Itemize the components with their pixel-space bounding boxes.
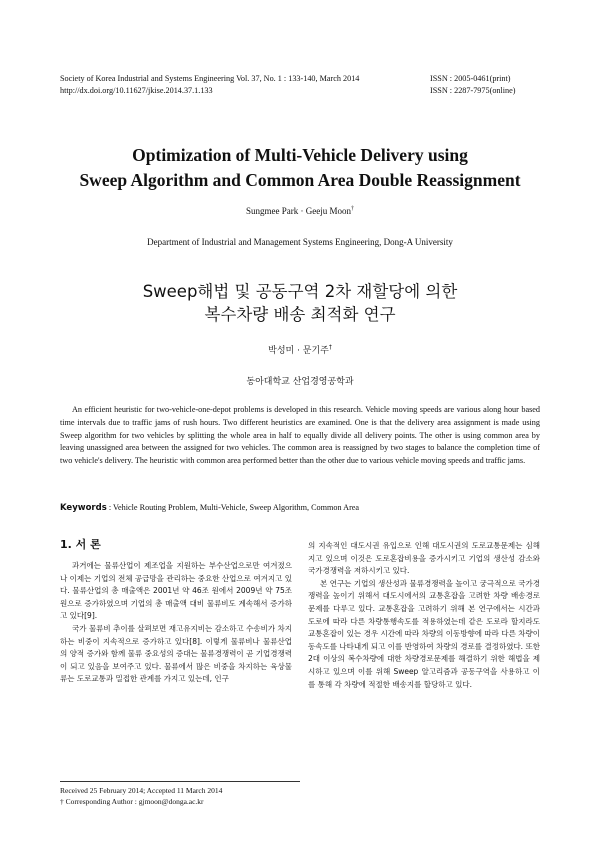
issn-print: ISSN : 2005-0461(print) bbox=[430, 74, 511, 83]
title-ko-line1: Sweep해법 및 공동구역 2차 재할당에 의한 bbox=[142, 282, 458, 301]
footnote bbox=[60, 781, 300, 807]
author-names-ko: 박성미 · 문기주 bbox=[268, 346, 329, 356]
corresponding-mark-en: † bbox=[350, 206, 354, 212]
title-ko-line2: 복수차량 배송 최적화 연구 bbox=[204, 305, 396, 324]
journal-header bbox=[60, 73, 540, 97]
affiliation-english: Department of Industrial and Management Systems Engineering, Dong-A University bbox=[147, 237, 453, 247]
received-date: Received 25 February 2014; Accepted 11 March 2014 bbox=[60, 786, 223, 795]
corresponding-mark-ko: † bbox=[328, 344, 332, 351]
keywords bbox=[60, 503, 540, 513]
author-names-en: Sungmee Park · Geeju Moon bbox=[246, 206, 351, 216]
left-column bbox=[60, 538, 292, 686]
right-column bbox=[308, 540, 540, 691]
title-en-line2: Sweep Algorithm and Common Area Double Reassignment bbox=[79, 170, 521, 190]
abstract: An efficient heuristic for two-vehicle-one-depot problems is developed in this research. Vehicle moving speeds are various along hour based time intervals due to traffic jams of rush hours. Two different heuristics are examined. One is that the delivery area assignment is made using Sweep algorithm for two vehicles by splitting the whole area in half to equally divide all delivery points. The other is using common area by leaving unassigned area between the assigned for two vehicles. The common area is reassigned by two stages to balance the completion time of two vehicle's delivery. The heuristic with common area performed better than the other due to various vehicle moving speeds and traffic jams. bbox=[60, 405, 540, 466]
body-paragraph: 의 지속적인 대도시권 유입으로 인해 대도시권의 도로교통문제는 심해지고 있으며 이것은 도로혼잡비용을 증가시키고 기업의 생산성 감소와 국가경쟁력을 저하시키고 있다. bbox=[308, 541, 540, 576]
paper-title-korean bbox=[60, 280, 540, 326]
section-title-introduction: 1. 서 론 bbox=[60, 538, 101, 551]
paper-title-english bbox=[40, 143, 560, 193]
journal-citation: Society of Korea Industrial and Systems Engineering Vol. 37, No. 1 : 133-140, March 2014 bbox=[60, 74, 360, 83]
keywords-text: Vehicle Routing Problem, Multi-Vehicle, Sweep Algorithm, Common Area bbox=[113, 503, 360, 512]
keywords-label: Keywords bbox=[60, 503, 107, 513]
footnote-rule bbox=[60, 781, 300, 782]
affiliation-korean: 동아대학교 산업경영공학과 bbox=[246, 377, 354, 387]
body-paragraph: 국가 물류비 추이를 살펴보면 재고유지비는 감소하고 수송비가 차지하는 비중이 지속적으로 증가하고 있다[8]. 이렇게 물류비나 물류산업의 양적 증가와 함께 물류 중요성의 증대는 물류경쟁력이 곧 기업경쟁력이 되고 있음을 보여주고 있다. 물류에서 많은 비중을 차지하는 육상물류는 도로교통과 밀접한 관계를 가지고 있는데, 인구 bbox=[60, 623, 292, 684]
corresponding-author: † Corresponding Author : gjmoon@donga.ac.kr bbox=[60, 797, 204, 806]
authors-korean bbox=[0, 343, 600, 356]
title-en-line1: Optimization of Multi-Vehicle Delivery using bbox=[132, 145, 468, 165]
body-paragraph: 본 연구는 기업의 생산성과 물류경쟁력을 높이고 궁극적으로 국가경쟁력을 높이기 위해서 대도시에서의 교통혼잡을 고려한 차량 배송경로 문제를 다루고 있다. 교통혼잡을 고려하기 위해 본 연구에서는 시간과 도로에 따라 다른 차량통행속도를 적용하였는데 같은 도로라 할지라도 교통혼잡이 있는 경우 시간에 따라 차량의 이동방향에 따라 다른 차량이동속도를 나타내게 되고 이를 반영하여 차량의 경로를 결정하였다. 또한 2대 이상의 복수차량에 대한 차량경로문제를 해결하기 위한 해법을 제시하고 있으며 이를 위해 Sweep 알고리즘과 공동구역을 사용하고 이를 통해 각 차량에 적절한 배송지를 할당하고 있다. bbox=[308, 578, 540, 689]
issn-online: ISSN : 2287-7975(online) bbox=[430, 86, 516, 95]
authors-english bbox=[0, 206, 600, 216]
keywords-separator: : bbox=[108, 503, 114, 512]
doi-link[interactable]: http://dx.doi.org/10.11627/jkise.2014.37.1.133 bbox=[60, 86, 213, 95]
body-paragraph: 과거에는 물류산업이 제조업을 지원하는 부수산업으로만 여겨졌으나 이제는 기업의 전체 공급망을 관리하는 중요한 산업으로 여겨지고 있다. 물류산업의 총 매출액은 2001년 약 46조 원에서 2009년 약 75조 원으로 증가하였으며 기업의 총 매출액 대비 물류비도 계속해서 증가하고 있다[9]. bbox=[60, 561, 292, 621]
